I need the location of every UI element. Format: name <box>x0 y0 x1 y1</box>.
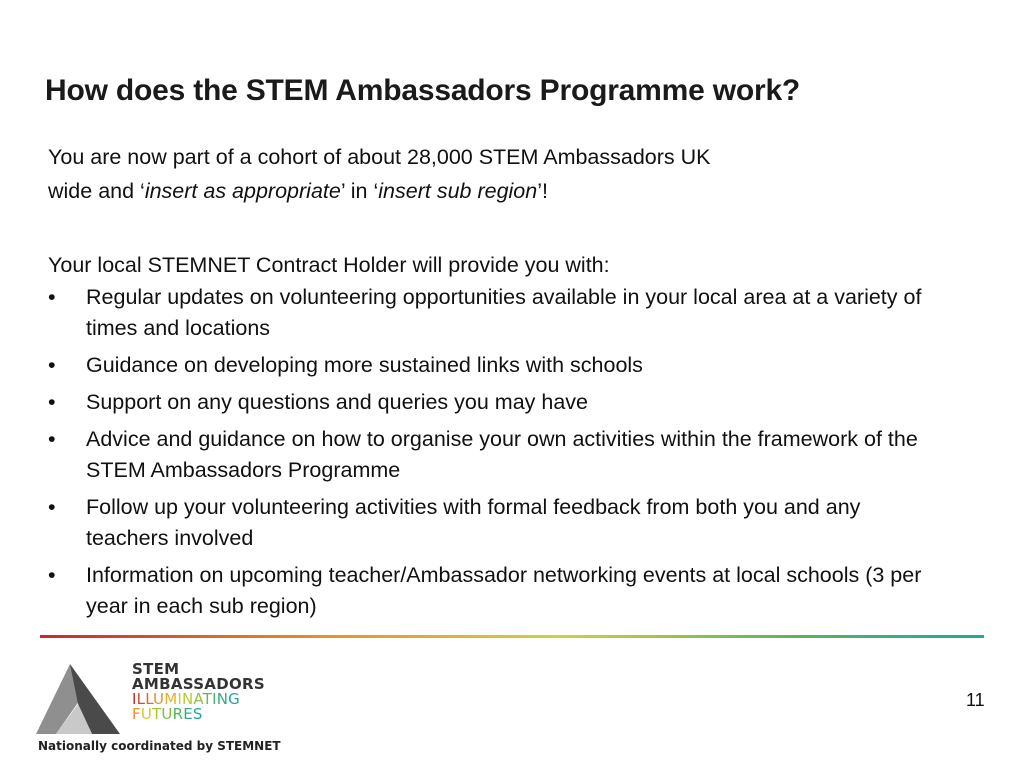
bullet-icon: • <box>48 353 56 377</box>
placeholder-sub-region: insert sub region <box>378 179 538 203</box>
list-item <box>48 350 938 381</box>
slide-body <box>48 140 938 628</box>
logo-letter: R <box>172 705 184 723</box>
bullet-text: Follow up your volunteering activities with formal feedback from both you and any teachers involved <box>86 495 861 550</box>
logo-ambassadors: AMBASSADORS <box>132 675 265 693</box>
logo-letter: I <box>132 690 137 708</box>
logo-letter: L <box>136 690 146 708</box>
placeholder-appropriate: insert as appropriate <box>144 179 341 203</box>
logo-letter: E <box>183 705 193 723</box>
provide-heading: Your local STEMNET Contract Holder will provide you with: <box>48 253 610 277</box>
logo-letter: A <box>193 690 203 708</box>
bullet-text: Information on upcoming teacher/Ambassador networking events at local schools (3 per year in each sub region) <box>86 563 922 618</box>
logo-letter: U <box>161 705 173 723</box>
bullet-icon: • <box>48 563 56 587</box>
coordinated-by-text: Nationally coordinated by STEMNET <box>38 739 281 753</box>
logo-letter: U <box>153 690 165 708</box>
logo-letter: T <box>202 690 213 708</box>
logo-letter: N <box>181 690 194 708</box>
bullet-text: Regular updates on volunteering opportunities available in your local area at a variety of times and locations <box>86 285 922 340</box>
list-item <box>48 424 938 486</box>
logo-stem: STEM <box>132 660 180 678</box>
bullet-text: Support on any questions and queries you may have <box>86 390 588 414</box>
rainbow-divider <box>40 635 984 638</box>
intro-text: wide and ‘ <box>48 179 145 203</box>
logo-letter: U <box>140 705 153 723</box>
logo-letter: I <box>212 690 217 708</box>
logo-wordmark <box>132 662 265 722</box>
intro-line-2 <box>48 174 938 208</box>
logo-letter: L <box>145 690 153 708</box>
list-item <box>48 492 938 554</box>
logo-letter: I <box>177 690 182 708</box>
bullet-text: Advice and guidance on how to organise your own activities within the framework of the STEM Ambassadors Programme <box>86 427 918 482</box>
logo-letter: S <box>192 705 203 723</box>
bullet-icon: • <box>48 495 56 519</box>
list-item <box>48 387 938 418</box>
page-number: 11 <box>966 690 985 710</box>
intro-text: ’ in ‘ <box>340 179 379 203</box>
logo-letter: T <box>152 705 162 723</box>
list-item <box>48 560 938 622</box>
logo-letter: N <box>216 690 229 708</box>
bullet-icon: • <box>48 390 56 414</box>
logo-futures <box>132 707 265 722</box>
slide-title: How does the STEM Ambassadors Programme work? <box>45 74 801 107</box>
bullet-text: Guidance on developing more sustained links with schools <box>86 353 643 377</box>
logo-letter: F <box>132 705 141 723</box>
logo-letter: G <box>228 690 240 708</box>
intro-text: ’! <box>537 179 548 203</box>
list-item <box>48 282 938 344</box>
logo-letter: M <box>164 690 178 708</box>
stem-ambassadors-logo-icon <box>36 664 120 734</box>
bullet-icon: • <box>48 427 56 451</box>
bullet-list <box>48 282 938 622</box>
intro-line-1: You are now part of a cohort of about 28,000 STEM Ambassadors UK <box>48 145 711 169</box>
bullet-icon: • <box>48 285 56 309</box>
